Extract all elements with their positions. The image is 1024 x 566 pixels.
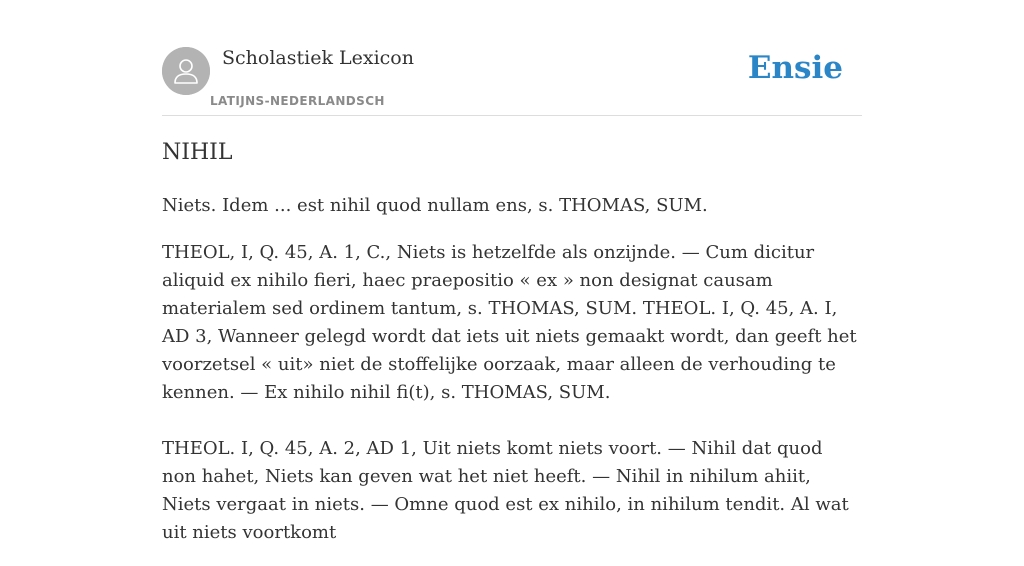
source-title-link[interactable]: Scholastiek Lexicon xyxy=(222,47,414,69)
entry-title: NIHIL xyxy=(162,140,233,165)
source-subtitle: LATIJNS-NEDERLANDSCH xyxy=(210,94,385,108)
entry-body xyxy=(162,192,862,566)
user-silhouette-icon[interactable] xyxy=(162,47,210,95)
entry-paragraph: THEOL. I, Q. 45, A. 2, AD 1, Uit niets komt niets voort. — Nihil dat quod non hahet, Niets kan geven wat het niet heeft. — Nihil in nihilum ahiit, Niets vergaat in niets. — Omne quod est ex nihilo, in nihilum tendit. Al wat uit niets voortkomt xyxy=(162,438,849,543)
page-container xyxy=(162,0,862,543)
brand-logo[interactable]: Ensie xyxy=(747,50,843,86)
source-header xyxy=(162,0,862,116)
entry-paragraph: Niets. Idem ... est nihil quod nullam ens, s. THOMAS, SUM. xyxy=(162,195,708,216)
entry-paragraph: THEOL, I, Q. 45, A. 1, C., Niets is hetzelfde als onzijnde. — Cum dicitur aliquid ex nihilo fieri, haec praepositio « ex » non designat causam materialem sed ordinem tantum, s. THOMAS, SUM. THEOL. I, Q. 45, A. I, AD 3, Wanneer gelegd wordt dat iets uit niets gemaakt wordt, dan geeft het voorzetsel « uit» niet de stoffelijke oorzaak, maar alleen de verhouding te kennen. — Ex nihilo nihil fi(t), s. THOMAS, SUM. xyxy=(162,242,857,403)
